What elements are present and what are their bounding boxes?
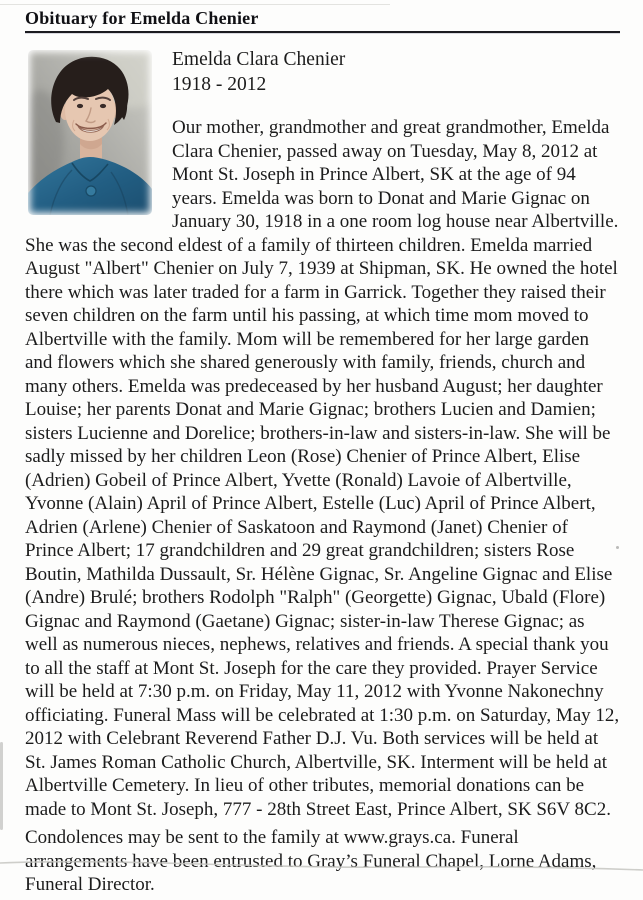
obituary-paragraph-main: Our mother, grandmother and great grandmother, Emelda Clara Chenier, passed away on Tuesday, May 8, 2012 at Mont St. Joseph in Prince Albert, SK at the age of 94 years. Emelda was born to Donat and Marie Gignac on January 30, 1918 in a one room log house near Albertville. She was the second eldest of a family of thirteen children. Emelda married August "Albert" Chenier on July 7, 1939 at Shipman, SK. He owned the hotel there which was later traded for a farm in Garrick. Together they raised their seven children on the farm until his passing, at which time mom moved to Albertville with the family. Mom will be remembered for her large garden and flowers which she shared generously with family, friends, church and many others. Emelda was predeceased by her husband August; her daughter Louise; her parents Donat and Marie Gignac; brothers Lucien and Damien; sisters Lucienne and Dorelice; brothers-in-law and sisters-in-law. She will be sadly missed by her children Leon (Rose) Chenier of Prince Albert, Elise (Adrien) Gobeil of Prince Albert, Yvette (Ronald) Lavoie of Albertville, Yvonne (Alain) April of Prince Albert, Estelle (Luc) April of Prince Albert, Adrien (Arlene) Chenier of Saskatoon and Raymond (Janet) Chenier of Prince Albert; 17 grandchildren and 29 great grandchildren; sisters Rose Boutin, Mathilda Dussault, Sr. Hélène Gignac, Sr. Angeline Gignac and Elise (Andre) Brulé; brothers Rodolph "Ralph" (Georgette) Gignac, Ubald (Flore) Gignac and Raymond (Gaetane) Gignac; sister-in-law Therese Gignac; as well as numerous nieces, nephews, relatives and friends. A special thank you to all the staff at Mont St. Joseph for the care they provided. Prayer Service will be held at 7:30 p.m. on Friday, May 11, 2012 with Yvonne Nakonechny officiating. Funeral Mass will be celebrated at 1:30 p.m. on Saturday, May 12, 2012 with Celebrant Reverend Father D.J. Vu. Both services will be held at St. James Roman Catholic Church, Albertville, SK. Interment will be held at Albertville Cemetery. In lieu of other tributes, memorial donations can be made to Mont St. Joseph, 777 - 28th Street East, Prince Albert, SK S6V 8C2. — [25, 117, 620, 820]
scan-artifact-speck — [616, 546, 619, 549]
obituary-article — [25, 47, 620, 897]
deceased-name: Emelda Clara Chenier — [172, 49, 346, 70]
portrait-photo — [28, 50, 152, 215]
title-underline — [25, 31, 620, 33]
scan-artifact-edge-smudge — [0, 742, 3, 830]
page-title: Obituary for Emelda Chenier — [25, 8, 259, 28]
scan-artifact-top-streak — [0, 4, 390, 5]
obituary-paragraph-condolences: Condolences may be sent to the family at www.grays.ca. Funeral arrangements have been entrusted to Gray’s Funeral Chapel, Lorne Adams, Funeral Director. — [25, 827, 597, 895]
deceased-years: 1918 - 2012 — [172, 74, 267, 95]
